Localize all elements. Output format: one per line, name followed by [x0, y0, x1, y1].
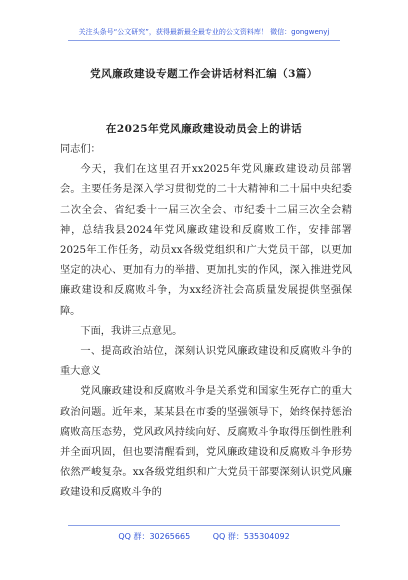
- paragraph-opening: 今天，我们在这里召开xx2025年党风廉政建设动员部署会。主要任务是深入学习贯彻党的二十大精神和二十届中央纪委二次全会、省纪委十一届三次全会、市纪委十二届三次全会精神，总结我县2024年党风廉政建设和反腐败工作，安排部署2025年工作任务，动员xx各级党组织和广大党员干部，以更加坚定的决心、更加有力的举措、更加扎实的作风，深入推进党风廉政建设和反腐败斗争，为xx经济社会高质量发展提供坚强保障。: [60, 164, 352, 317]
- section-heading-1: 一、提高政治站位，深刻认识党风廉政建设和反腐败斗争的重大意义: [60, 346, 352, 378]
- speech-title: 在2025年党风廉政建设动员会上的讲话: [105, 123, 303, 135]
- header-note: 关注头条号“公文研究”，获得最新最全最专业的公文资料库！ 微信：gongwenyj: [78, 28, 330, 36]
- footer-divider: [68, 525, 340, 526]
- footer-qq-group-2: QQ 群：535304092: [212, 532, 290, 541]
- header-divider: [68, 40, 340, 41]
- document-body: [60, 140, 352, 504]
- paragraph-intro: 下面，我讲三点意见。: [80, 325, 183, 337]
- footer: [0, 531, 408, 542]
- salutation: 同志们：: [60, 144, 101, 155]
- footer-qq-group-1: QQ 群：30265665: [118, 532, 191, 541]
- paragraph-section-1: 党风廉政建设和反腐败斗争是关系党和国家生死存亡的重大政治问题。近年来，某某县在市委的坚强领导下，始终保持惩治腐败高压态势，党风政风持续向好、反腐败斗争取得压倒性胜利并全面巩固，但也要清醒看到，党风廉政建设和反腐败斗争形势依然严峻复杂。xx各级党组织和广大党员干部要深刻认识党风廉政建设和反腐败斗争的: [60, 386, 352, 499]
- document-title: 党风廉政建设专题工作会讲话材料汇编（3篇）: [90, 68, 318, 80]
